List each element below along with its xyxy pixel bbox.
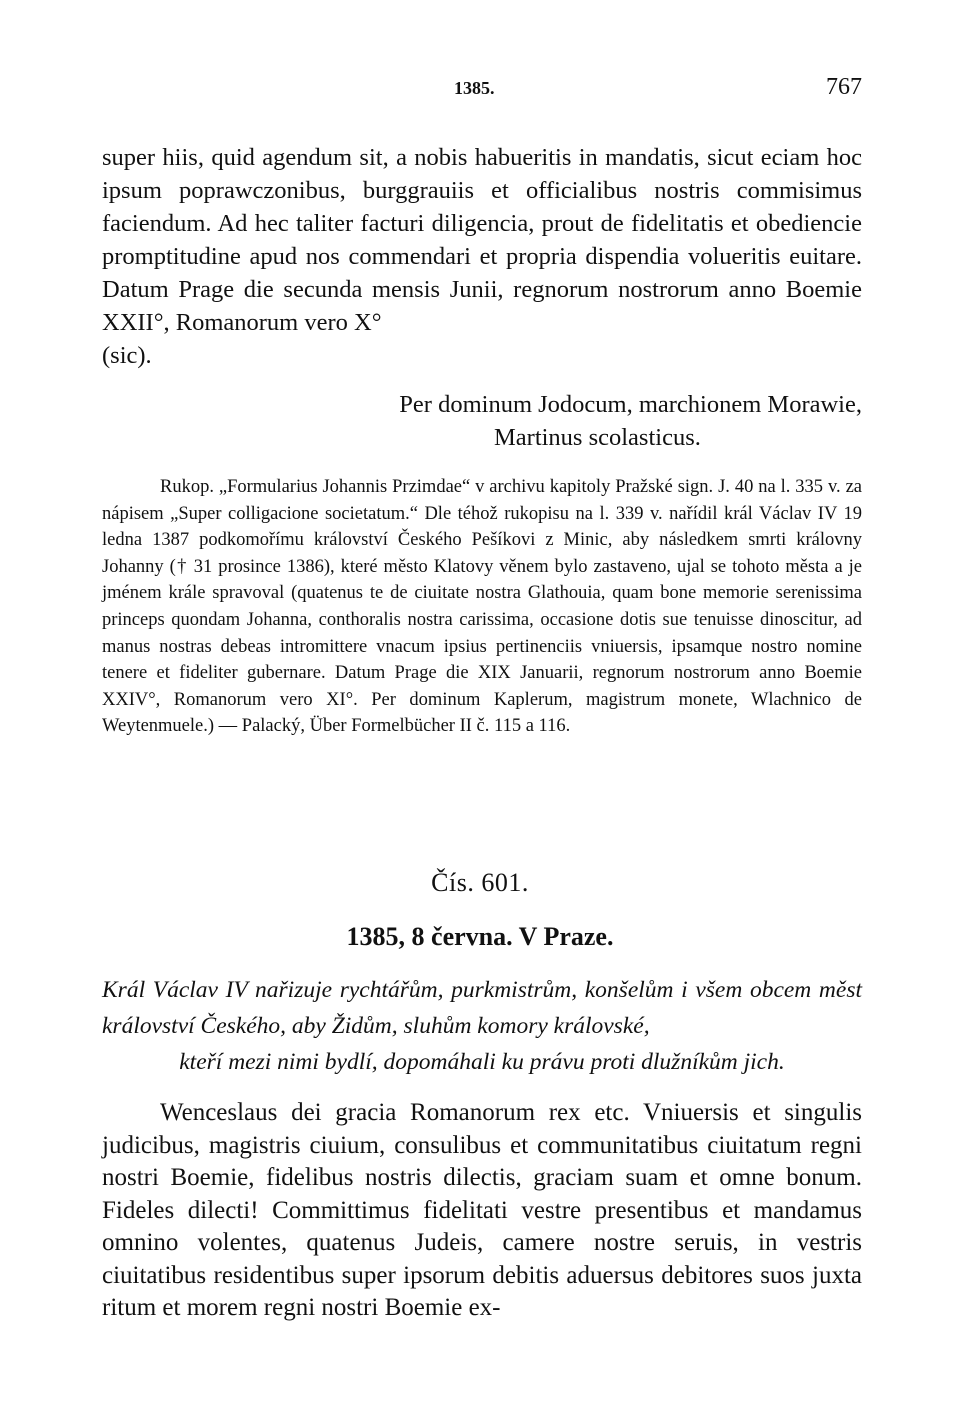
page-number: 767	[826, 74, 862, 100]
continuation-paragraph	[102, 141, 862, 372]
charter-text: Wenceslaus dei gracia Romanorum rex etc. Vniuersis et singulis judicibus, magistris ciuium, consulibus et communitatibus ciuitatum regni nostri Boemie, fidelibus nostris dilectis, graciam suam et omne bonum. Fideles dilecti! Committimus fidelitati vestre presentibus et mandamus omnino volentes, quatenus Judeis, camere nostre seruis, in vestris ciuitatibus residentibus super ipsorum debitis aduersus debitores suos juxta ritum et morem regni nostri Boemie ex-	[102, 1099, 862, 1321]
continuation-text: super hiis, quid agendum sit, a nobis habueritis in mandatis, sicut eciam hoc ipsum poprawczonibus, burggrauiis et officialibus nostris commisimus faciendum. Ad hec taliter facturi diligencia, prout de fidelitatis et obediencie promptitudine apud nos commendari et propria dispendia volueritis euitare. Datum Prage die secunda mensis Junii, regnorum nostrorum anno Boemie XXII°, Romanorum vero X°	[102, 144, 862, 336]
regest-text: Král Václav IV nařizuje rychtářům, purkmistrům, konšelům i všem obcem měst království Českého, aby Židům, sluhům komory královské,	[102, 977, 862, 1039]
signature-line-1: Per dominum Jodocum, marchionem Morawie,	[399, 391, 862, 418]
header-year: 1385.	[454, 78, 495, 98]
signature-block	[102, 388, 862, 454]
signature-line-2: Martinus scolasticus.	[494, 424, 701, 451]
continuation-last-line: (sic).	[102, 342, 152, 369]
document-date-place: 1385, 8 června. V Praze.	[346, 922, 614, 951]
document-number: Čís. 601.	[431, 868, 529, 897]
regest-summary	[102, 972, 862, 1080]
regest-last-line: kteří mezi nimi bydlí, dopomáhali ku právu proti dlužníkům jich.	[179, 1049, 785, 1075]
editorial-note: Rukop. „Formularius Johannis Przimdae“ v archivu kapitoly Pražské sign. J. 40 na l. 335 v. za nápisem „Super colligacione societatum.“ Dle téhož rukopisu na l. 339 v. nařídil král Václav IV 19 ledna 1387 podkomořímu království Českého Pešíkovi z Minic, aby následkem smrti královny Johanny († 31 prosince 1386), které město Klatovy věnem bylo zastaveno, ujal se tohoto města a je jménem krále spravoval (quatenus te de ciuitate nostra Glathouia, quam bone memorie serenissima princeps quondam Johanna, conthoralis nostra carissima, occasione dotis sue tenuisse dinoscitur, ad manus nostras debeas intromittere vnacum ipsius pertinenciis vniuersis, ipsamque nostro nomine tenere et fideliter gubernare. Datum Prage die XIX Januarii, regnorum nostrorum anno Boemie XXIV°, Romanorum vero XI°. Per dominum Kaplerum, magistrum monete, Wlachnico de Weytenmuele.) — Palacký, Über Formelbücher II č. 115 a 116.	[102, 477, 862, 737]
running-header	[102, 74, 862, 108]
